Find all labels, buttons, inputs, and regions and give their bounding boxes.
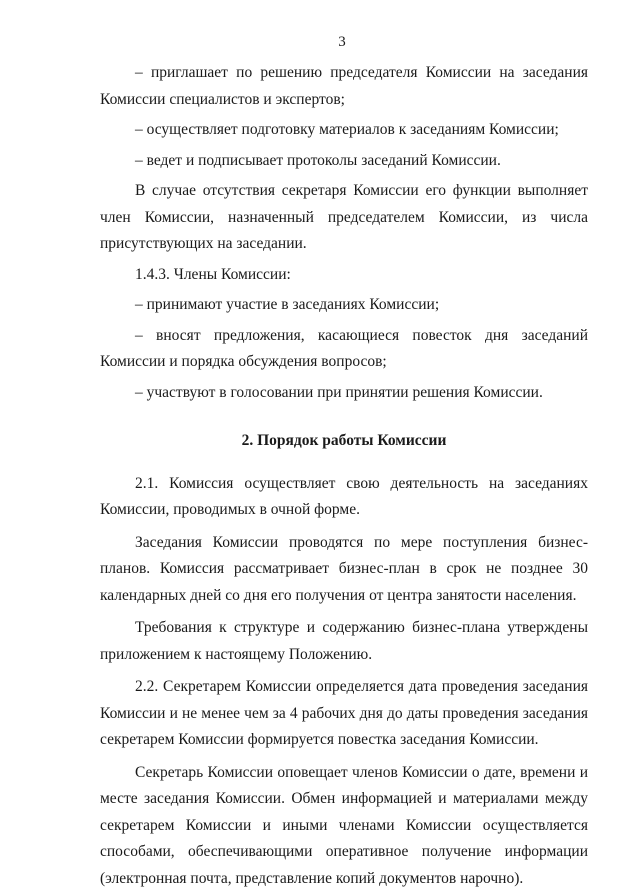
paragraph-members-propose: – вносят предложения, касающиеся повесток дня заседаний Комиссии и порядка обсуждения вопросов; xyxy=(100,323,588,376)
paragraph-2-1: 2.1. Комиссия осуществляет свою деятельность на заседаниях Комиссии, проводимых в очной форме. xyxy=(100,471,588,524)
section-heading: 2. Порядок работы Комиссии xyxy=(100,428,588,455)
page-number: 3 xyxy=(0,34,640,51)
paragraph-meetings-schedule: Заседания Комиссии проводятся по мере поступления бизнес-планов. Комиссия рассматривает бизнес-план в срок не позднее 30 календарных дней со дня его получения от центра занятости населения. xyxy=(100,530,588,610)
paragraph-2-2: 2.2. Секретарем Комиссии определяется дата проведения заседания Комиссии и не менее чем за 4 рабочих дня до даты проведения заседания секретарем Комиссии формируется повестка заседания Комиссии. xyxy=(100,674,588,754)
paragraph-requirements: Требования к структуре и содержанию бизнес-плана утверждены приложением к настоящему Положению. xyxy=(100,615,588,668)
paragraph-notification: Секретарь Комиссии оповещает членов Комиссии о дате, времени и месте заседания Комиссии. Обмен информацией и материалами между секретарем Комиссии и иными членами Комиссии осуществляется способами, обеспечивающими оперативное получение информации (электронная почта, представление копий документов нарочно). xyxy=(100,760,588,892)
paragraph-invite-specialists: – приглашает по решению председателя Комиссии на заседания Комиссии специалистов и экспертов; xyxy=(100,60,588,113)
document-body xyxy=(100,60,588,892)
paragraph-secretary-absence: В случае отсутствия секретаря Комиссии его функции выполняет член Комиссии, назначенный председателем Комиссии, из числа присутствующих на заседании. xyxy=(100,178,588,258)
paragraph-keep-protocols: – ведет и подписывает протоколы заседаний Комиссии. xyxy=(100,148,588,175)
paragraph-members-participate: – принимают участие в заседаниях Комиссии; xyxy=(100,292,588,319)
paragraph-members-title: 1.4.3. Члены Комиссии: xyxy=(100,262,588,289)
paragraph-members-vote: – участвуют в голосовании при принятии решения Комиссии. xyxy=(100,380,588,407)
paragraph-prepare-materials: – осуществляет подготовку материалов к заседаниям Комиссии; xyxy=(100,117,588,144)
